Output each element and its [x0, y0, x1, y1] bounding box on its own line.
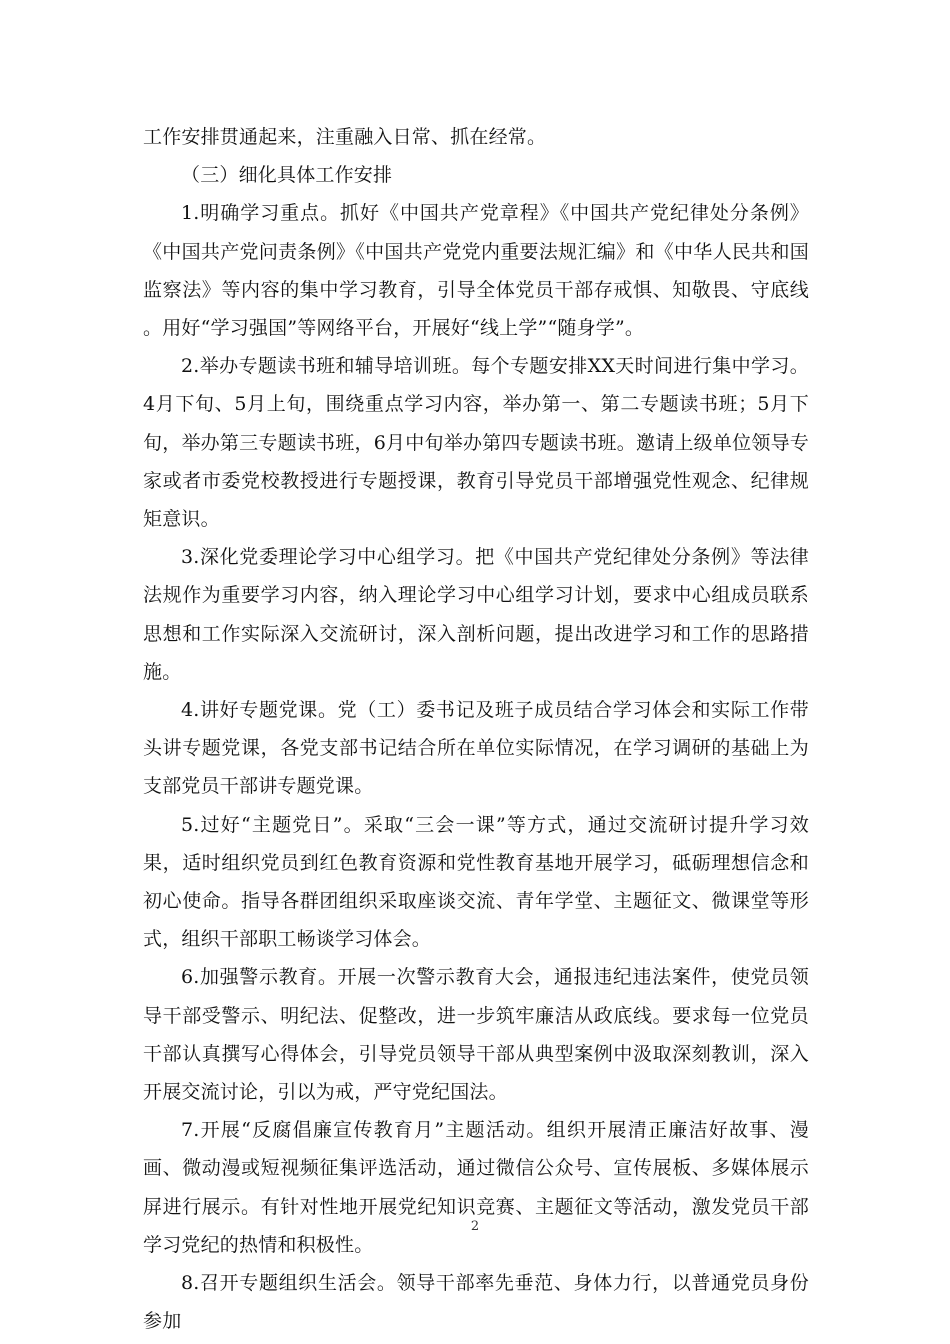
page-number: 2: [470, 1219, 480, 1234]
paragraph-item-5: 5.过好“主题党日”。采取“三会一课”等方式，通过交流研讨提升学习效果，适时组织党员到红色教育资源和党性教育基地开展学习，砥砺理想信念和初心使命。指导各群团组织采取座谈交流、青年学堂、主题征文、微课堂等形式，组织干部职工畅谈学习体会。: [143, 813, 809, 951]
paragraph-continuation: 工作安排贯通起来，注重融入日常、抓在经常。: [143, 126, 547, 148]
paragraph-item-6: 6.加强警示教育。开展一次警示教育大会，通报违纪违法案件，使党员领导干部受警示、明纪法、促整改，进一步筑牢廉洁从政底线。要求每一位党员干部认真撰写心得体会，引导党员领导干部从典型案例中汲取深刻教训，深入开展交流讨论，引以为戒，严守党纪国法。: [143, 966, 809, 1104]
paragraph-item-8: 8.召开专题组织生活会。领导干部率先垂范、身体力行，以普通党员身份参加: [143, 1272, 809, 1333]
document-body: [143, 118, 809, 1341]
paragraph-item-3: 3.深化党委理论学习中心组学习。把《中国共产党纪律处分条例》等法律法规作为重要学习内容，纳入理论学习中心组学习计划，要求中心组成员联系思想和工作实际深入交流研讨，深入剖析问题，提出改进学习和工作的思路措施。: [143, 546, 809, 683]
section-heading: （三）细化具体工作安排: [181, 164, 393, 187]
paragraph-item-1: 1.明确学习重点。抓好《中国共产党章程》《中国共产党纪律处分条例》《中国共产党问责条例》《中国共产党党内重要法规汇编》和《中华人民共和国监察法》等内容的集中学习教育，引导全体党员干部存戒惧、知敬畏、守底线 。用好“学习强国”等网络平台，开展好“线上学”“随身学”。: [143, 202, 809, 340]
paragraph-item-2: 2.举办专题读书班和辅导培训班。每个专题安排XX天时间进行集中学习。4月下旬、5月上旬，围绕重点学习内容，举办第一、第二专题读书班；5月下旬，举办第三专题读书班，6月中旬举办第四专题读书班。邀请上级单位领导专家或者市委党校教授进行专题授课，教育引导党员干部增强党性观念、纪律规矩意识。: [143, 355, 809, 531]
paragraph-item-4: 4.讲好专题党课。党（工）委书记及班子成员结合学习体会和实际工作带头讲专题党课，各党支部书记结合所在单位实际情况，在学习调研的基础上为支部党员干部讲专题党课。: [143, 699, 809, 798]
paragraph-item-7: 7.开展“反腐倡廉宣传教育月”主题活动。组织开展清正廉洁好故事、漫画、微动漫或短视频征集评选活动，通过微信公众号、宣传展板、多媒体展示屏进行展示。有针对性地开展党纪知识竞赛、主题征文等活动，激发党员干部学习党纪的热情和积极性。: [143, 1119, 809, 1256]
